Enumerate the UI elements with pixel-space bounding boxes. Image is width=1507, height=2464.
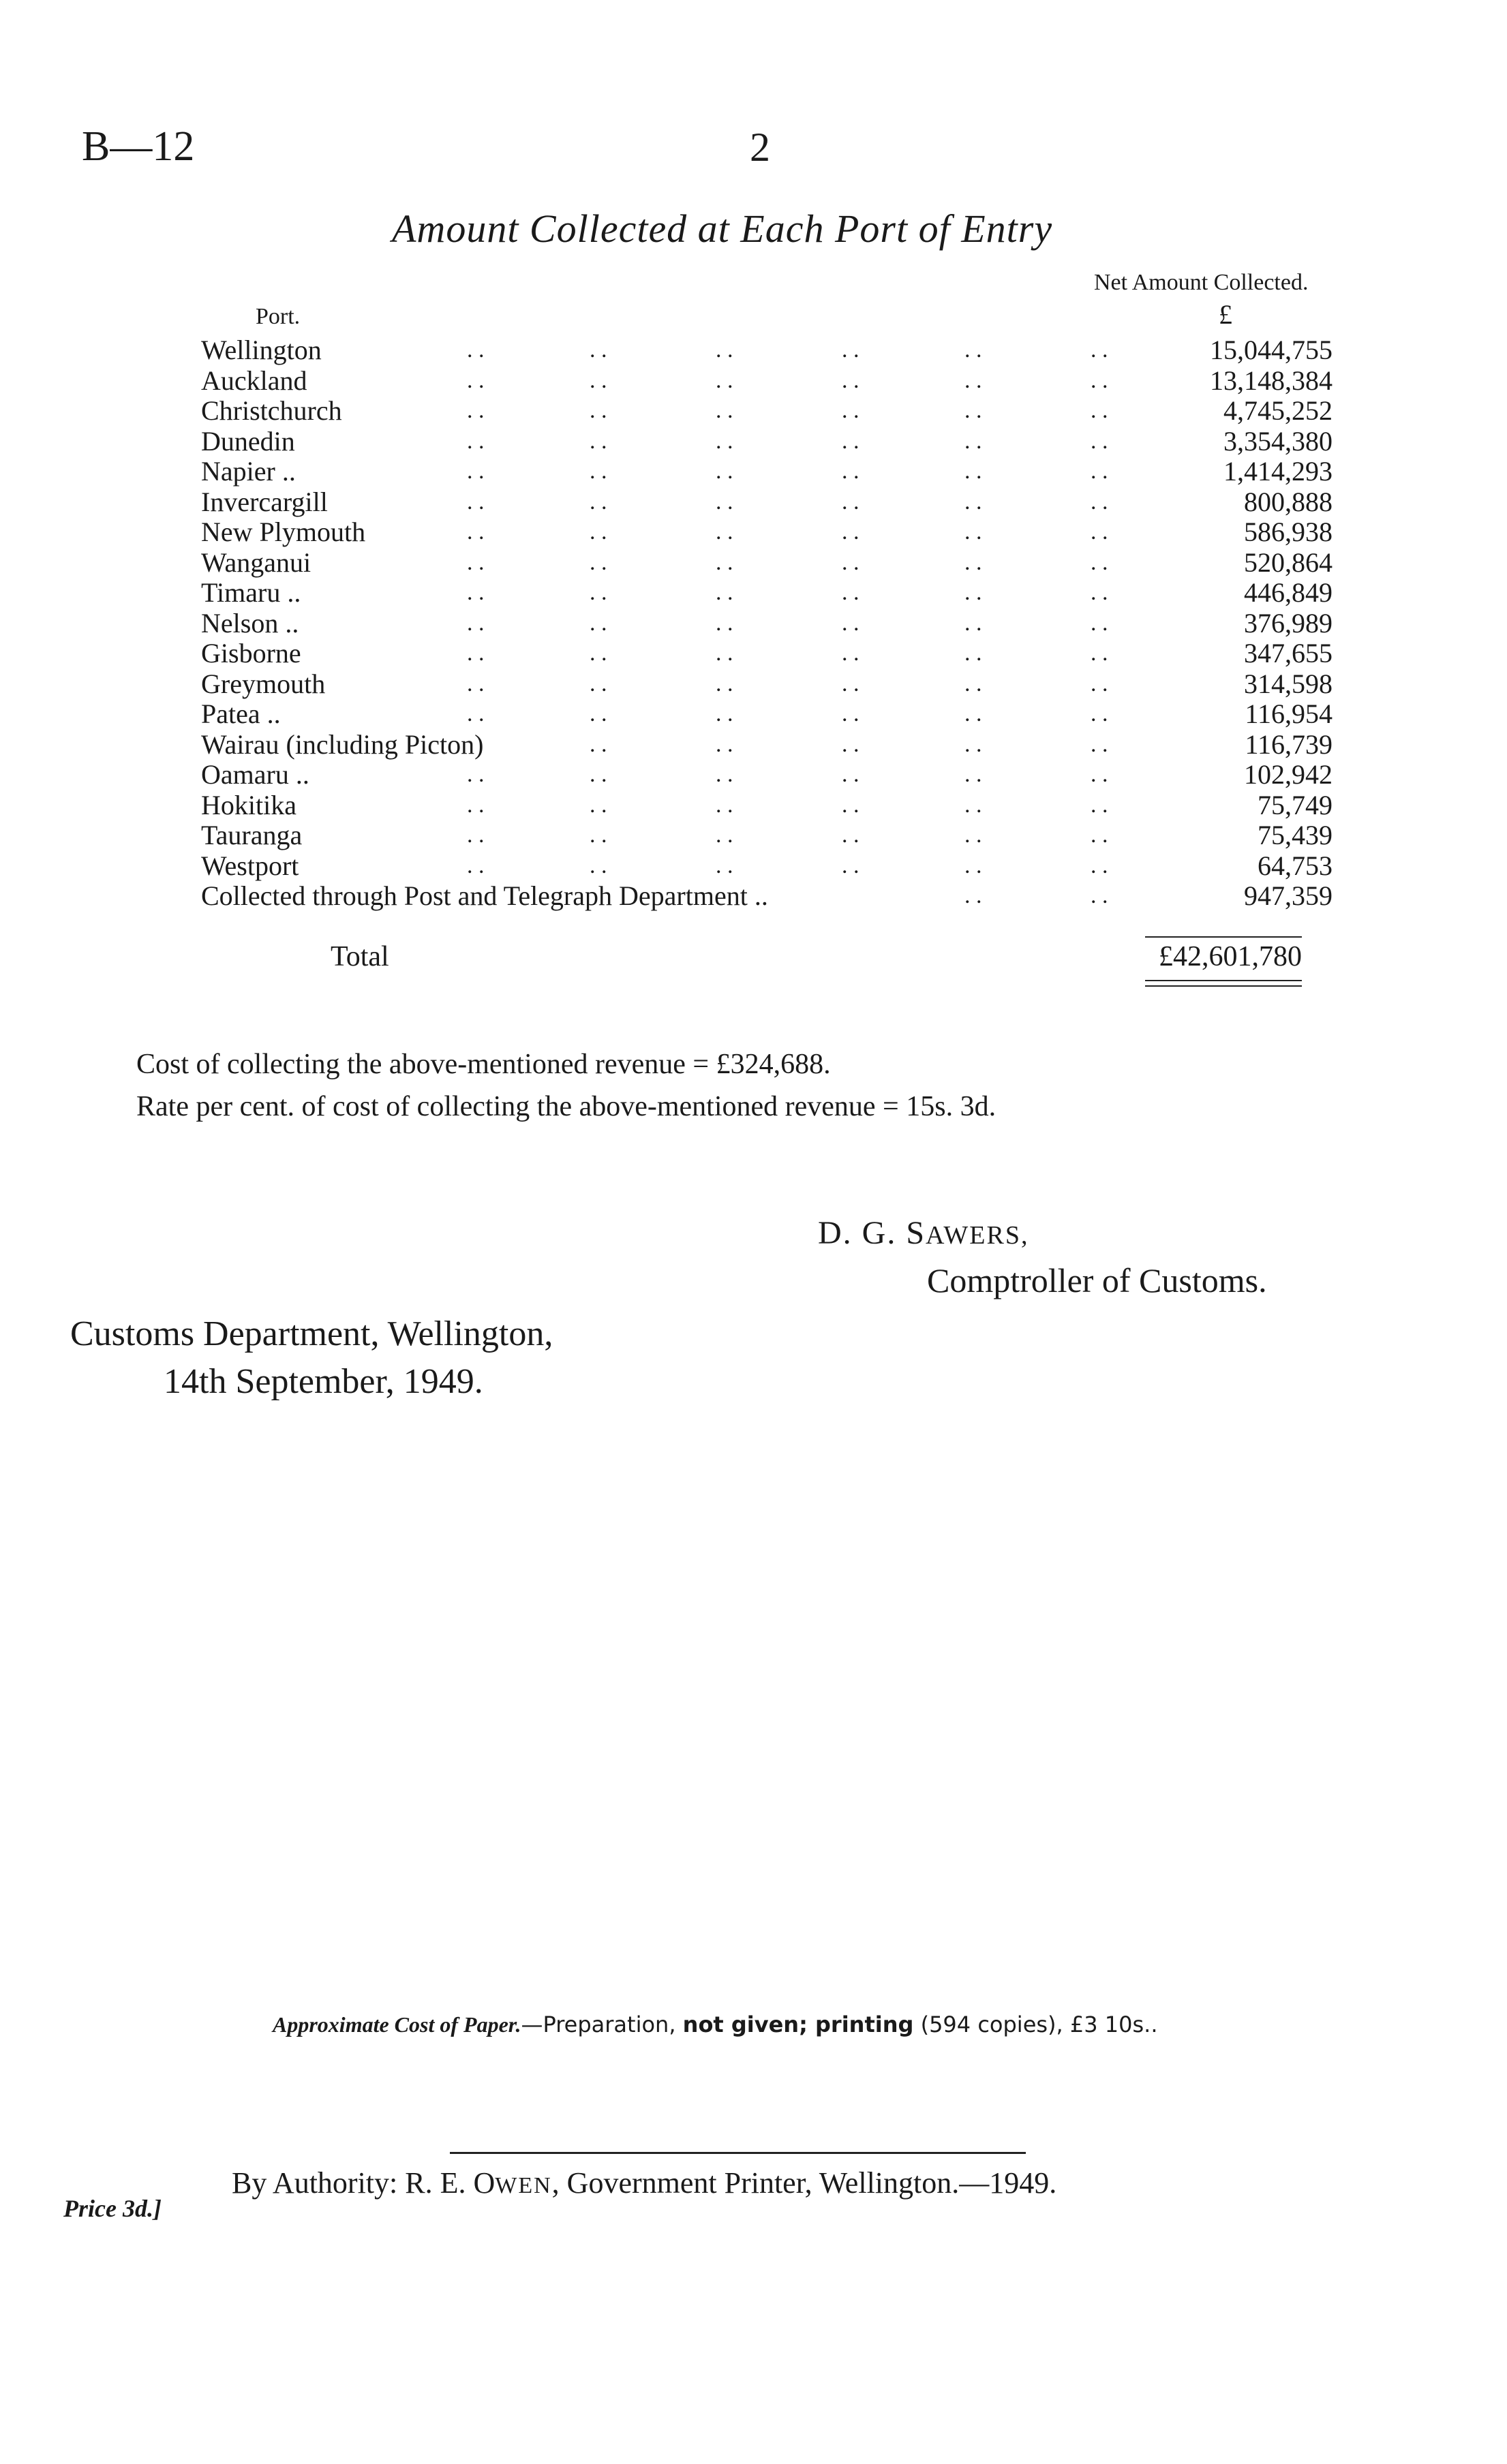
leader-dots: . .: [1091, 549, 1108, 575]
port-name: Oamaru ..: [201, 759, 309, 790]
port-amount: 586,938: [1244, 517, 1333, 547]
column-header-port: Port.: [256, 304, 301, 329]
leader-dots: . .: [964, 367, 982, 393]
port-name: Wellington: [201, 335, 322, 365]
leader-dots: . .: [1091, 762, 1108, 787]
port-amount: 947,359: [1244, 880, 1333, 911]
leader-dots: . .: [467, 549, 485, 575]
leader-dots: . .: [716, 641, 733, 666]
leader-dots: . .: [716, 428, 733, 454]
leader-dots: . .: [1091, 337, 1108, 363]
leader-dots: . .: [842, 671, 859, 696]
table-title: Amount Collected at Each Port of Entry: [392, 206, 1053, 251]
port-name: Wanganui: [201, 546, 311, 578]
paper-cost-prep-value: not given;: [682, 2012, 808, 2037]
cost-note: Cost of collecting the above-mentioned revenue = £324,688.: [136, 1049, 831, 1080]
leader-dots: . .: [1091, 398, 1108, 423]
authority-name-rest: WEN: [495, 2173, 552, 2198]
paper-cost-rest: (594 copies), £3 10s..: [913, 2012, 1158, 2037]
port-amount: 800,888: [1244, 486, 1333, 517]
port-amount: 64,753: [1258, 850, 1333, 881]
leader-dots: . .: [842, 701, 859, 726]
leader-dots: . .: [1091, 610, 1108, 636]
leader-dots: . .: [1091, 580, 1108, 605]
leader-dots: . .: [590, 701, 607, 726]
paper-cost-prep: —Preparation,: [521, 2012, 683, 2037]
leader-dots: . .: [964, 459, 982, 484]
leader-dots: . .: [1091, 852, 1108, 878]
port-name: Greymouth: [201, 668, 326, 699]
leader-dots: . .: [716, 398, 733, 423]
column-header-unit: £: [1219, 299, 1232, 330]
leader-dots: . .: [467, 367, 485, 393]
leader-dots: . .: [842, 792, 859, 818]
port-amount: 520,864: [1244, 546, 1333, 578]
leader-dots: . .: [467, 671, 485, 696]
port-amount: 3,354,380: [1223, 425, 1333, 457]
port-name: Tauranga: [201, 820, 303, 850]
leader-dots: . .: [716, 459, 733, 484]
table-row: [201, 790, 1333, 821]
leader-dots: . .: [716, 367, 733, 393]
leader-dots: . .: [1091, 792, 1108, 818]
document-code: B—12: [82, 123, 195, 170]
port-name: Westport: [201, 850, 299, 881]
total-value: £42,601,780: [1159, 941, 1302, 972]
department-location: Customs Department, Wellington,: [70, 1314, 553, 1353]
leader-dots: . .: [842, 428, 859, 454]
port-amount: 4,745,252: [1223, 395, 1333, 426]
leader-dots: . .: [964, 762, 982, 787]
port-name: Patea ..: [201, 698, 281, 729]
port-amount: 446,849: [1244, 577, 1333, 608]
leader-dots: . .: [842, 641, 859, 666]
port-name: Gisborne: [201, 638, 301, 668]
port-name: New Plymouth: [201, 517, 366, 547]
table-row: [201, 335, 1333, 366]
leader-dots: . .: [1091, 822, 1108, 848]
port-name: Invercargill: [201, 486, 328, 517]
leader-dots: . .: [964, 701, 982, 726]
port-amount: 75,439: [1258, 820, 1333, 850]
leader-dots: . .: [467, 641, 485, 666]
leader-dots: . .: [467, 519, 485, 544]
leader-dots: . .: [716, 610, 733, 636]
leader-dots: . .: [590, 792, 607, 818]
leader-dots: . .: [842, 489, 859, 514]
authority-prefix: By Authority: R. E. O: [232, 2166, 496, 2200]
table-row: [201, 427, 1333, 457]
leader-dots: . .: [590, 428, 607, 454]
port-amount: 1,414,293: [1223, 456, 1333, 487]
leader-dots: . .: [964, 792, 982, 818]
leader-dots: . .: [842, 519, 859, 544]
leader-dots: . .: [590, 549, 607, 575]
leader-dots: . .: [590, 610, 607, 636]
leader-dots: . .: [842, 610, 859, 636]
port-name: Hokitika: [201, 789, 296, 820]
department-date: 14th September, 1949.: [164, 1362, 483, 1401]
leader-dots: . .: [1091, 671, 1108, 696]
paper-cost-printing: printing: [807, 2012, 914, 2037]
leader-dots: . .: [1091, 489, 1108, 514]
table-row: [201, 366, 1333, 397]
leader-dots: . .: [1091, 641, 1108, 666]
footer-rule: [450, 2152, 1026, 2154]
price-label: Price 3d.]: [63, 2195, 162, 2222]
signatory-title: Comptroller of Customs.: [927, 1261, 1267, 1299]
port-amount: 75,749: [1258, 789, 1333, 820]
table-row: [201, 730, 1333, 760]
leader-dots: . .: [590, 459, 607, 484]
leader-dots: . .: [716, 337, 733, 363]
leader-dots: . .: [1091, 459, 1108, 484]
table-row: [201, 487, 1333, 518]
signatory-name: [818, 1214, 1029, 1252]
leader-dots: . .: [964, 337, 982, 363]
table-row: [201, 638, 1333, 669]
leader-dots: . .: [590, 731, 607, 757]
leader-dots: . .: [716, 489, 733, 514]
leader-dots: . .: [716, 792, 733, 818]
port-amount: 314,598: [1244, 668, 1333, 699]
leader-dots: . .: [716, 731, 733, 757]
leader-dots: . .: [842, 580, 859, 605]
leader-dots: . .: [842, 762, 859, 787]
table-row: [201, 820, 1333, 851]
leader-dots: . .: [842, 852, 859, 878]
total-rule-top: [1145, 936, 1302, 938]
port-table: [201, 335, 1333, 912]
leader-dots: . .: [716, 671, 733, 696]
port-amount: 15,044,755: [1210, 335, 1333, 365]
port-amount: 13,148,384: [1210, 365, 1333, 396]
leader-dots: . .: [467, 398, 485, 423]
leader-dots: . .: [964, 610, 982, 636]
page-number: 2: [750, 125, 770, 170]
paper-cost-label: Approximate Cost of Paper.: [273, 2012, 521, 2037]
total-label: Total: [331, 941, 389, 972]
leader-dots: . .: [1091, 731, 1108, 757]
port-amount: 347,655: [1244, 638, 1333, 668]
column-header-amount: Net Amount Collected.: [1094, 270, 1309, 295]
leader-dots: . .: [964, 549, 982, 575]
leader-dots: . .: [590, 580, 607, 605]
signatory-surname: AWERS,: [926, 1221, 1029, 1250]
leader-dots: . .: [1091, 883, 1108, 908]
leader-dots: . .: [964, 641, 982, 666]
leader-dots: . .: [716, 852, 733, 878]
leader-dots: . .: [964, 398, 982, 423]
leader-dots: . .: [590, 519, 607, 544]
leader-dots: . .: [467, 852, 485, 878]
rate-note: Rate per cent. of cost of collecting the above-mentioned revenue = 15s. 3d.: [136, 1091, 996, 1122]
leader-dots: . .: [467, 337, 485, 363]
table-row: [201, 669, 1333, 700]
leader-dots: . .: [590, 398, 607, 423]
leader-dots: . .: [590, 367, 607, 393]
port-name: Nelson ..: [201, 607, 299, 638]
port-amount: 116,739: [1245, 728, 1333, 760]
leader-dots: . .: [842, 398, 859, 423]
total-double-rule-second: [1145, 985, 1302, 987]
leader-dots: . .: [590, 762, 607, 787]
leader-dots: . .: [1091, 367, 1108, 393]
leader-dots: . .: [716, 701, 733, 726]
leader-dots: . .: [467, 489, 485, 514]
leader-dots: . .: [964, 428, 982, 454]
port-amount: 376,989: [1244, 607, 1333, 638]
leader-dots: . .: [467, 792, 485, 818]
leader-dots: . .: [467, 701, 485, 726]
signatory-initials: D. G. S: [818, 1215, 926, 1251]
leader-dots: . .: [467, 580, 485, 605]
table-row: [201, 881, 1333, 912]
table-row: [201, 699, 1333, 730]
table-row: [201, 578, 1333, 609]
table-row: [201, 760, 1333, 790]
port-name: Auckland: [201, 365, 307, 396]
leader-dots: . .: [467, 459, 485, 484]
leader-dots: . .: [964, 822, 982, 848]
leader-dots: . .: [467, 762, 485, 787]
authority-suffix: , Government Printer, Wellington.—1949.: [551, 2166, 1057, 2200]
port-name: Timaru ..: [201, 577, 301, 608]
port-amount: 116,954: [1245, 698, 1333, 729]
table-row: [201, 396, 1333, 427]
leader-dots: . .: [716, 519, 733, 544]
leader-dots: . .: [590, 489, 607, 514]
leader-dots: . .: [716, 549, 733, 575]
leader-dots: . .: [590, 671, 607, 696]
table-row: [201, 851, 1333, 882]
paper-cost-note: [273, 2012, 1158, 2037]
leader-dots: . .: [467, 822, 485, 848]
leader-dots: . .: [1091, 428, 1108, 454]
leader-dots: . .: [1091, 519, 1108, 544]
leader-dots: . .: [842, 822, 859, 848]
leader-dots: . .: [842, 459, 859, 484]
table-row: [201, 517, 1333, 548]
leader-dots: . .: [842, 731, 859, 757]
leader-dots: . .: [590, 337, 607, 363]
port-name: Collected through Post and Telegraph Department ..: [201, 880, 768, 911]
authority-line: [232, 2166, 1056, 2200]
leader-dots: . .: [467, 610, 485, 636]
port-name: Wairau (including Picton): [201, 728, 484, 760]
leader-dots: . .: [467, 428, 485, 454]
leader-dots: . .: [716, 822, 733, 848]
total-double-rule: [1145, 980, 1302, 981]
leader-dots: . .: [964, 883, 982, 908]
leader-dots: . .: [1091, 701, 1108, 726]
leader-dots: . .: [590, 641, 607, 666]
leader-dots: . .: [716, 580, 733, 605]
leader-dots: . .: [964, 489, 982, 514]
leader-dots: . .: [964, 580, 982, 605]
leader-dots: . .: [964, 731, 982, 757]
port-name: Christchurch: [201, 395, 342, 426]
table-row: [201, 609, 1333, 639]
table-row: [201, 457, 1333, 487]
port-amount: 102,942: [1244, 759, 1333, 790]
leader-dots: . .: [964, 519, 982, 544]
leader-dots: . .: [590, 822, 607, 848]
table-row: [201, 548, 1333, 579]
leader-dots: . .: [842, 337, 859, 363]
port-name: Dunedin: [201, 425, 295, 457]
leader-dots: . .: [716, 762, 733, 787]
port-name: Napier ..: [201, 456, 296, 487]
leader-dots: . .: [842, 549, 859, 575]
leader-dots: . .: [590, 852, 607, 878]
leader-dots: . .: [964, 671, 982, 696]
leader-dots: . .: [842, 367, 859, 393]
leader-dots: . .: [964, 852, 982, 878]
